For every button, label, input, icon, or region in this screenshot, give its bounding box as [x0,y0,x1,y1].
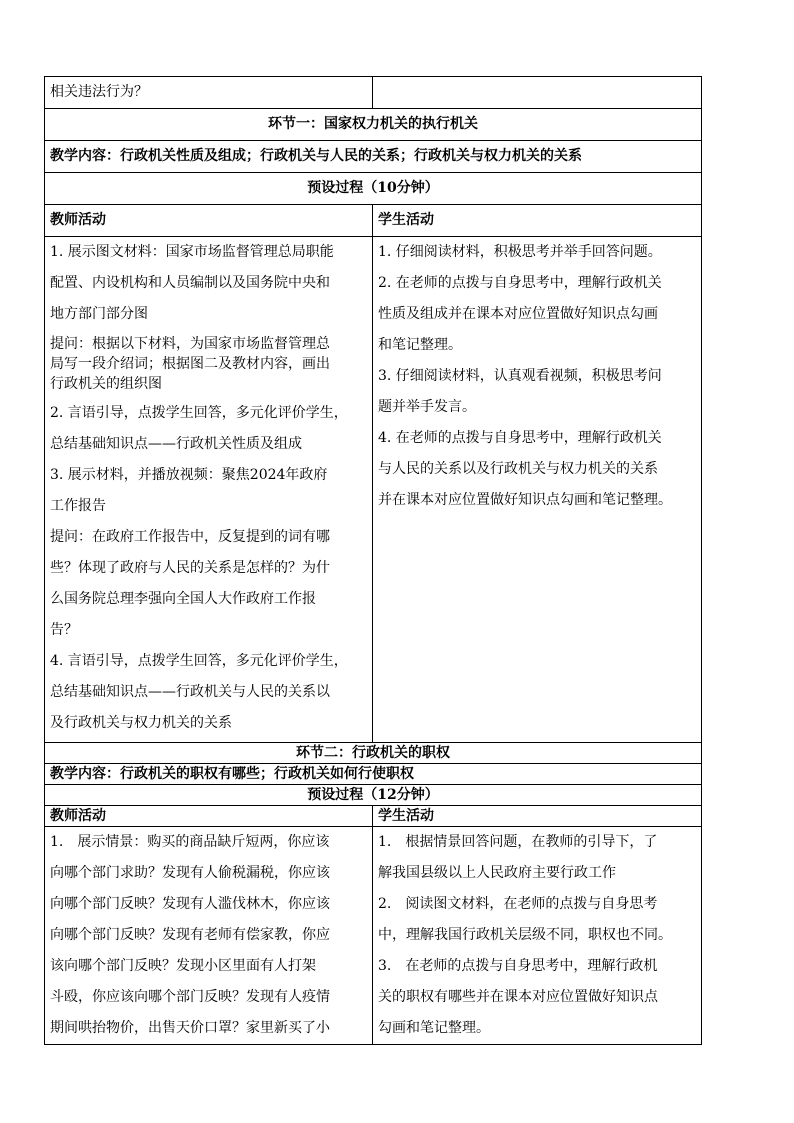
text-line: 向哪个部门求助？发现有人偷税漏税，你应该 [50,865,330,881]
section2-content: 教学内容：行政机关的职权有哪些；行政机关如何行使职权 [45,764,702,785]
empty-cell [373,77,702,109]
lesson-plan-table [44,76,702,1045]
text-line: 及行政机关与权力机关的关系 [50,715,232,731]
text-line: 工作报告 [50,498,106,514]
section2-process: 预设过程（12分钟） [45,785,702,806]
text-line: 和笔记整理。 [378,337,462,353]
text-line: 中，理解我国行政机关层级不同，职权也不同。 [378,927,672,943]
text-line: 向哪个部门反映？发现有老师有偿家教，你应 [50,927,330,943]
text-line: 3. 仔细阅读材料，认真观看视频，积极思考问 [378,368,662,384]
section2-teacher-activities [45,827,373,1045]
text-line: 地方部门部分图 [50,306,148,322]
text-line: 局写一段介绍词；根据图二及教材内容，画出 [50,356,330,372]
section1-student-header: 学生活动 [373,205,702,237]
table-row [45,141,702,173]
table-row [45,806,702,827]
text-line: 总结基础知识点——行政机关与人民的关系以 [50,684,330,700]
text-line: 并在课本对应位置做好知识点勾画和笔记整理。 [378,492,672,508]
section2-teacher-header: 教师活动 [45,806,373,827]
section1-content: 教学内容：行政机关性质及组成；行政机关与人民的关系；行政机关与权力机关的关系 [45,141,702,173]
table-row [45,237,702,743]
text-line: 该向哪个部门反映？发现小区里面有人打架 [50,958,316,974]
table-row [45,205,702,237]
text-line: 性质及组成并在课本对应位置做好知识点勾画 [378,306,658,322]
text-line: 题并举手发言。 [378,399,476,415]
text-line: 4. 言语引导，点拨学生回答，多元化评价学生， [50,653,348,669]
table-row [45,173,702,205]
text-line: 斗殴，你应该向哪个部门反映？发现有人疫情 [50,989,330,1005]
text-line: 提问：根据以下材料，为国家市场监督管理总 [50,336,330,352]
section1-teacher-header: 教师活动 [45,205,373,237]
text-line: 1. 仔细阅读材料，积极思考并举手回答问题。 [378,244,662,260]
section2-title: 环节二：行政机关的职权 [45,743,702,764]
table-row [45,743,702,764]
table-row [45,109,702,141]
text-line: 期间哄抬物价，出售天价口罩？家里新买了小 [50,1020,330,1036]
text-line: 些？体现了政府与人民的关系是怎样的？为什 [50,560,330,576]
text-line: 行政机关的组织图 [50,376,162,392]
text-line: 总结基础知识点——行政机关性质及组成 [50,436,302,452]
continued-question-cell: 相关违法行为？ [45,77,373,109]
text-line: 2. 言语引导，点拨学生回答，多元化评价学生， [50,405,348,421]
text-line: 3. 展示材料，并播放视频：聚焦2024年政府 [50,467,328,483]
section1-teacher-activities [45,237,373,743]
text-line: 勾画和笔记整理。 [378,1020,490,1036]
text-line: 与人民的关系以及行政机关与权力机关的关系 [378,461,658,477]
text-line: 提问：在政府工作报告中，反复提到的词有哪 [50,529,330,545]
text-line: 解我国县级以上人民政府主要行政工作 [378,865,616,881]
text-line: 1. 展示图文材料：国家市场监督管理总局职能 [50,244,334,260]
section1-title: 环节一：国家权力机关的执行机关 [45,109,702,141]
text-line: 2. 在老师的点拨与自身思考中，理解行政机关 [378,275,662,291]
section1-student-activities [373,237,702,743]
table-row [45,77,702,109]
section1-process: 预设过程（10分钟） [45,173,702,205]
text-line: 1. 展示情景：购买的商品缺斤短两，你应该 [50,834,330,850]
document-page [44,76,701,1045]
table-row [45,785,702,806]
section2-student-header: 学生活动 [373,806,702,827]
text-line: 么国务院总理李强向全国人大作政府工作报 [50,591,316,607]
text-line: 关的职权有哪些并在课本对应位置做好知识点 [378,989,658,1005]
text-line: 配置、内设机构和人员编制以及国务院中央和 [50,275,330,291]
text-line: 告？ [50,622,78,638]
text-line: 向哪个部门反映？发现有人滥伐林木，你应该 [50,896,330,912]
text-line: 3. 在老师的点拨与自身思考中，理解行政机 [378,958,658,974]
table-row [45,764,702,785]
text-line: 4. 在老师的点拨与自身思考中，理解行政机关 [378,430,662,446]
table-row [45,827,702,1045]
text-line: 2. 阅读图文材料，在老师的点拨与自身思考 [378,896,658,912]
section2-student-activities [373,827,702,1045]
text-line: 1. 根据情景回答问题，在教师的引导下，了 [378,834,658,850]
